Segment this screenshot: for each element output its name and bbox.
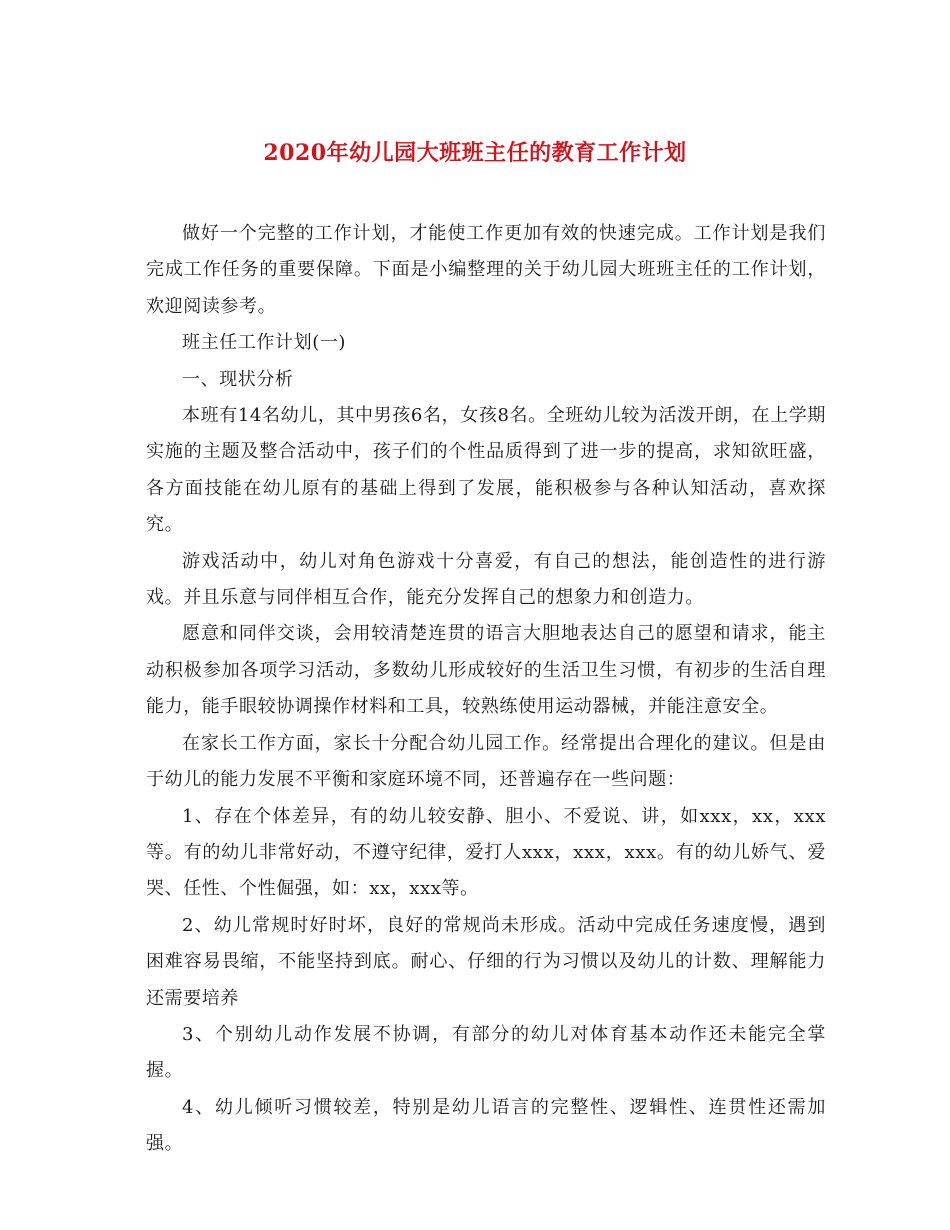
paragraph-class-overview: 本班有14名幼儿，其中男孩6名，女孩8名。全班幼儿较为活泼开朗，在上学期实施的主题及整合活动中，孩子们的个性品质得到了进一步的提高，求知欲旺盛，各方面技能在幼儿原有的基础上得到了发展，能积极参与各种认知活动，喜欢探究。 xyxy=(146,405,826,536)
paragraph-intro: 做好一个完整的工作计划，才能使工作更加有效的快速完成。工作计划是我们完成工作任务的重要保障。下面是小编整理的关于幼儿园大班班主任的工作计划，欢迎阅读参考。 xyxy=(146,223,826,317)
paragraph-parent-work: 在家长工作方面，家长十分配合幼儿园工作。经常提出合理化的建议。但是由于幼儿的能力发展不平衡和家庭环境不同，还普遍存在一些问题： xyxy=(146,732,826,791)
document-title: 2020年幼儿园大班班主任的教育工作计划 xyxy=(263,140,687,166)
paragraph-game-activities: 游戏活动中，幼儿对角色游戏十分喜爱，有自己的想法，能创造性的进行游戏。并且乐意与同伴相互合作，能充分发挥自己的想象力和创造力。 xyxy=(146,550,826,609)
paragraph-communication: 愿意和同伴交谈，会用较清楚连贯的语言大胆地表达自己的愿望和请求，能主动积极参加各项学习活动，多数幼儿形成较好的生活卫生习惯，有初步的生活自理能力，能手眼较协调操作材料和工具，较熟练使用运动器械，并能注意安全。 xyxy=(146,623,826,718)
list-item-4: 4、幼儿倾听习惯较差，特别是幼儿语言的完整性、逻辑性、连贯性还需加强。 xyxy=(146,1096,826,1155)
section-heading-plan-one: 班主任工作计划(一) xyxy=(182,332,347,354)
list-item-3: 3、个别幼儿动作发展不协调，有部分的幼儿对体育基本动作还未能完全掌握。 xyxy=(146,1023,826,1082)
list-item-1: 1、存在个体差异，有的幼儿较安静、胆小、不爱说、讲，如xxx，xx，xxx等。有的幼儿非常好动，不遵守纪律，爱打人xxx，xxx，xxx。有的幼儿娇气、爱哭、任性、个性倔强，如：xx，xxx等。 xyxy=(146,805,826,900)
section-heading-status-analysis: 一、现状分析 xyxy=(182,368,294,390)
list-item-2: 2、幼儿常规时好时坏，良好的常规尚未形成。活动中完成任务速度慢，遇到困难容易畏缩，不能坚持到底。耐心、仔细的行为习惯以及幼儿的计数、理解能力还需要培养 xyxy=(146,914,826,1009)
document-body xyxy=(146,216,826,1163)
